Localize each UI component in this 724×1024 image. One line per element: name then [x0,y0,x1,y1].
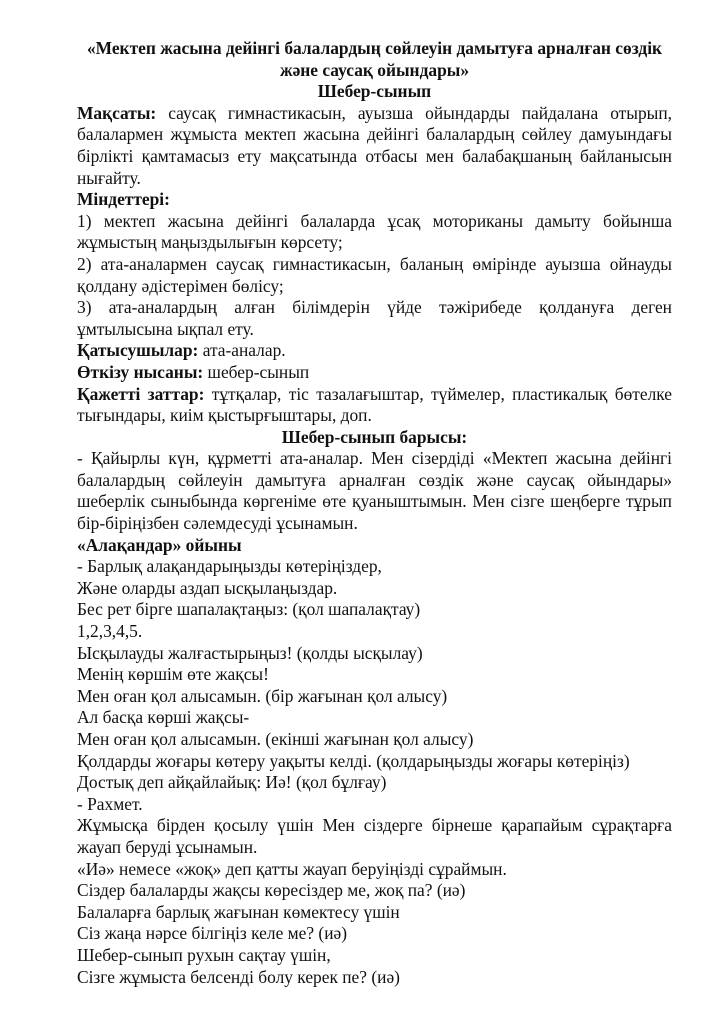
form-label: Өткізу нысаны: [77,361,204,382]
form-paragraph [77,362,672,384]
materials-paragraph [77,384,672,427]
intro-paragraph: - Қайырлы күн, құрметті ата-аналар. Мен сізердіді «Мектеп жасына дейінгі балалардың сөйлеуін дамытуға арналған сөздік және саусақ ойындары» шеберлік сыныбында көргеніме өте қуаныштымын. Мен сізге шеңберге тұрып бір-біріңізбен сәлемдесуді ұсынамын. [77,448,672,534]
participants-label: Қатысушылар: [77,340,199,361]
game-line: Ысқылауды жалғастырыңыз! (қолды ысқылау) [77,642,423,663]
document-page [77,38,672,988]
closing-paragraph: Жұмысқа бірден қосылу үшін Мен сіздерге бірнеше қарапайым сұрақтарға жауап беруді ұсынамын. [77,815,672,857]
progress-heading: Шебер-сынып барысы: [281,426,468,447]
game-line: Бес рет бірге шапалақтаңыз: (қол шапалақтау) [77,599,421,620]
game-heading [77,535,672,557]
game-line: Мен оған қол алысамын. (бір жағынан қол алысу) [77,685,448,706]
closing-line: Сіз жаңа нәрсе білгіңіз келе ме? (иә) [77,923,348,944]
closing-line: Шебер-сынып рухын сақтау үшін, [77,944,331,965]
game-line: Менің көршім өте жақсы! [77,664,269,685]
goal-paragraph [77,103,672,189]
closing-line: «Иә» немесе «жоқ» деп қатты жауап беруіңізді сұраймын. [77,858,507,879]
game-line: - Барлық алақандарыңызды көтеріңіздер, [77,556,382,577]
game-line: 1,2,3,4,5. [77,621,143,642]
tasks-label: Міндеттері: [77,189,170,210]
tasks-heading [77,189,672,211]
materials-text: тұтқалар, тіс тазалағыштар, түймелер, пластикалық бөтелке тығындары, киім қыстырғыштары, доп. [77,383,672,426]
participants-text: ата-аналар. [198,340,286,361]
game-line: Қолдарды жоғары көтеру уақыты келді. (қолдарыңызды жоғары көтеріңіз) [77,750,630,771]
game-line: Мен оған қол алысамын. (екінші жағынан қол алысу) [77,729,474,749]
materials-label: Қажетті заттар: [77,383,205,404]
document-title-line-1: «Мектеп жасына дейінгі балалардың сөйлеуін дамытуға арналған сөздік [86,38,663,58]
game-line: Және оларды аздап ысқылаңыздар. [77,577,338,598]
task-item: 1) мектеп жасына дейінгі балаларда ұсақ моториканы дамыту бойынша жұмыстың маңыздылығын көрсету; [77,210,672,253]
closing-line: Сіздер балаларды жақсы көресіздер ме, жоқ па? (иә) [77,880,466,901]
game-line: Достық деп айқайлайық: Иә! (қол бұлғау) [77,772,387,793]
closing-lines [77,859,672,989]
goal-text: саусақ гимнастикасын, ауызша ойындарды пайдалана отырып, балалармен жұмыста мектеп жасына дейінгі балалардың сөйлеу дамуындағы бірлікті қамтамасыз ету мақсатында отбасы мен балабақшаның байланысын нығайту. [77,102,672,188]
participants-paragraph [77,340,672,362]
goal-label: Мақсаты: [77,102,157,123]
form-text: шебер-сынып [203,361,310,382]
closing-line: Балаларға барлық жағынан көмектесу үшін [77,901,400,922]
game-heading-text: «Алақандар» ойыны [77,534,242,555]
game-line: Ал басқа көрші жақсы- [77,707,250,728]
game-line: - Рахмет. [77,793,143,814]
document-title-line-2: және саусақ ойындары» [279,59,470,80]
closing-line: Сізге жұмыста белсенді болу керек пе? (иә) [77,966,400,987]
game-lines [77,556,672,815]
task-item: 2) ата-аналармен саусақ гимнастикасын, баланың өмірінде ауызша ойнауды қолдану әдістерімен бөлісу; [77,253,672,296]
task-item: 3) ата-аналардың алған білімдерін үйде тәжірибеде қолдануға деген ұмтылысына ықпал ету. [77,297,672,339]
document-subtitle: Шебер-сынып [317,81,432,102]
